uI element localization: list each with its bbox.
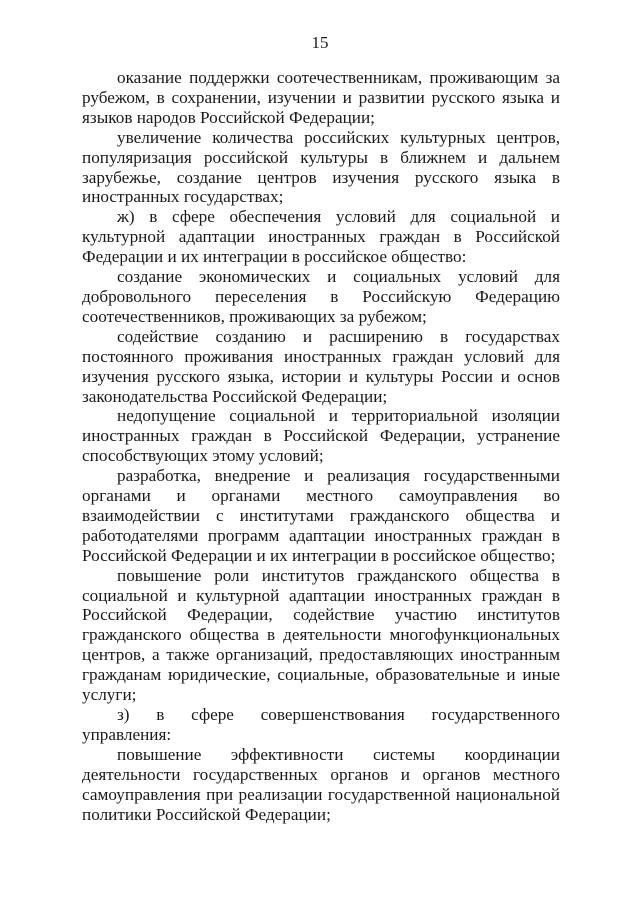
paragraph-support-compatriots: оказание поддержки соотечественникам, проживающим за рубежом, в сохранении, изучении и развитии русского языка и языков народов Российской Федерации;	[82, 68, 560, 127]
paragraph-prevent-isolation: недопущение социальной и территориальной изоляции иностранных граждан в Российской Федерации, устранение способствующих этому условий;	[82, 406, 560, 466]
paragraph-adaptation-programs: разработка, внедрение и реализация государственными органами и органами местного самоуправления во взаимодействии с институтами гражданского общества и работодателями программ адаптации иностранных граждан в Российской Федерации и их интеграции в российское общество;	[82, 466, 560, 565]
paragraph-language-study-conditions: содействие созданию и расширению в государствах постоянного проживания иностранных граждан условий для изучения русского языка, истории и культуры России и основ законодательства Российской Федерации;	[82, 326, 560, 406]
paragraph-section-zh-heading: ж) в сфере обеспечения условий для социальной и культурной адаптации иностранных граждан в Российской Федерации и их интеграции в российское общество:	[82, 207, 560, 267]
paragraph-cultural-centers: увеличение количества российских культурных центров, популяризация российской культуры в ближнем и дальнем зарубежье, создание центров изучения русского языка в иностранных государствах;	[82, 127, 560, 207]
page-number: 15	[311, 33, 329, 52]
document-body	[82, 68, 560, 824]
paragraph-section-z-heading: з) в сфере совершенствования государственного управления:	[82, 705, 560, 744]
paragraph-coordination-efficiency: повышение эффективности системы координации деятельности государственных органов и органов местного самоуправления при реализации государственной национальной политики Российской Федерации;	[82, 744, 560, 824]
paragraph-voluntary-resettlement: создание экономических и социальных условий для добровольного переселения в Российскую Федерацию соотечественников, проживающих за рубежом;	[82, 267, 560, 326]
paragraph-civil-society-role: повышение роли институтов гражданского общества в социальной и культурной адаптации иностранных граждан в Российской Федерации, содействие участию институтов гражданского общества в деятельности многофункциональных центров, а также организаций, предоставляющих иностранным гражданам юридические, социальные, образовательные и иные услуги;	[82, 565, 560, 705]
